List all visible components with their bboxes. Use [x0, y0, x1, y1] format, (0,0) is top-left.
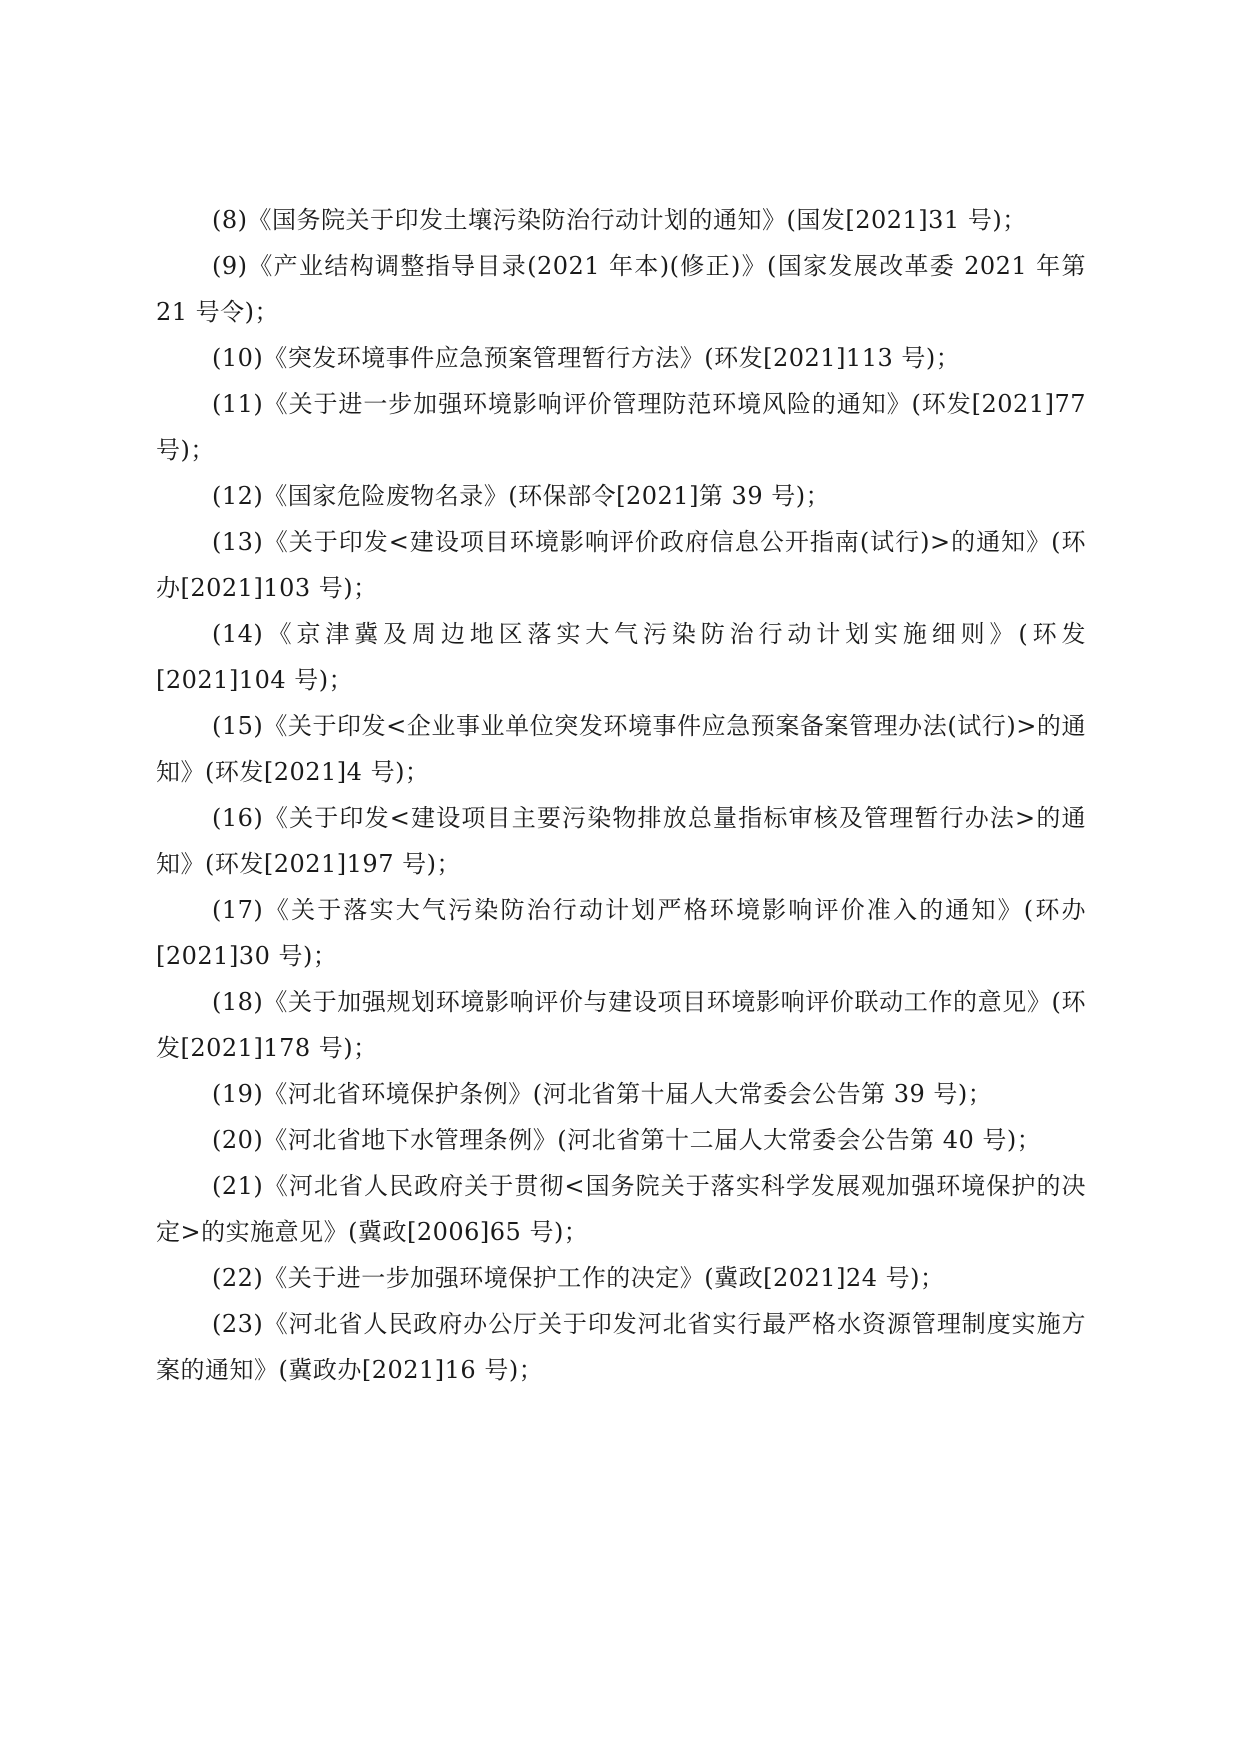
regulation-item-12: (12)《国家危险废物名录》(环保部令[2021]第 39 号)；: [212, 482, 831, 510]
regulation-item-17: (17)《关于落实大气污染防治行动计划严格环境影响评价准入的通知》(环办[2021]30 号)；: [156, 896, 1086, 970]
regulation-item-22: (22)《关于进一步加强环境保护工作的决定》(冀政[2021]24 号)；: [212, 1264, 945, 1292]
regulation-item-20: (20)《河北省地下水管理条例》(河北省第十二届人大常委会公告第 40 号)；: [212, 1126, 1042, 1154]
regulation-item-14: (14)《京津冀及周边地区落实大气污染防治行动计划实施细则》(环发[2021]104 号)；: [156, 620, 1086, 694]
regulation-list: [156, 197, 1086, 1393]
regulation-item-21: (21)《河北省人民政府关于贯彻<国务院关于落实科学发展观加强环境保护的决定>的实施意见》(冀政[2006]65 号)；: [156, 1172, 1086, 1246]
regulation-item-13: (13)《关于印发<建设项目环境影响评价政府信息公开指南(试行)>的通知》(环办[2021]103 号)；: [156, 528, 1086, 602]
regulation-item-23: (23)《河北省人民政府办公厅关于印发河北省实行最严格水资源管理制度实施方案的通知》(冀政办[2021]16 号)；: [156, 1310, 1086, 1384]
regulation-item-9: (9)《产业结构调整指导目录(2021 年本)(修正)》(国家发展改革委 2021 年第 21 号令)；: [156, 252, 1086, 326]
regulation-item-8: (8)《国务院关于印发土壤污染防治行动计划的通知》(国发[2021]31 号)；: [212, 206, 1027, 234]
regulation-item-10: (10)《突发环境事件应急预案管理暂行方法》(环发[2021]113 号)；: [212, 344, 961, 372]
regulation-item-19: (19)《河北省环境保护条例》(河北省第十届人大常委会公告第 39 号)；: [212, 1080, 993, 1108]
regulation-item-11: (11)《关于进一步加强环境影响评价管理防范环境风险的通知》(环发[2021]77 号)；: [156, 390, 1086, 464]
regulation-item-15: (15)《关于印发<企业事业单位突发环境事件应急预案备案管理办法(试行)>的通知》(环发[2021]4 号)；: [156, 712, 1086, 786]
regulation-item-16: (16)《关于印发<建设项目主要污染物排放总量指标审核及管理暂行办法>的通知》(环发[2021]197 号)；: [156, 804, 1086, 878]
regulation-item-18: (18)《关于加强规划环境影响评价与建设项目环境影响评价联动工作的意见》(环发[2021]178 号)；: [156, 988, 1086, 1062]
